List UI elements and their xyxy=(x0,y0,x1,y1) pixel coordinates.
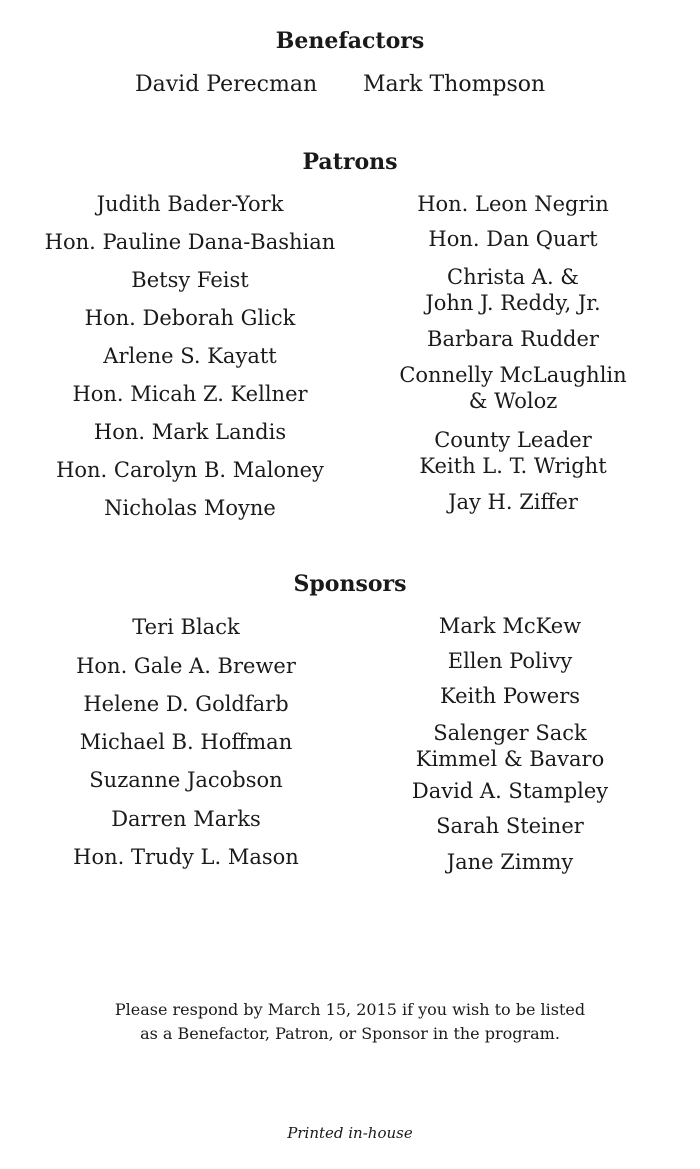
response-note-line: Please respond by March 15, 2015 if you wish to be listed xyxy=(114,1000,586,1019)
patron-name: Judith Bader-York xyxy=(96,192,284,216)
patron-name: Connelly McLaughlin & Woloz xyxy=(399,363,627,413)
patron-name: Hon. Deborah Glick xyxy=(84,306,296,330)
patrons-heading: Patrons xyxy=(302,149,398,175)
sponsors-right-column xyxy=(380,614,640,884)
patron-name: Hon. Dan Quart xyxy=(428,227,598,251)
sponsor-name: Mark McKew xyxy=(438,614,582,638)
patron-name: Hon. Mark Landis xyxy=(93,420,287,444)
sponsor-name: David A. Stampley xyxy=(411,779,609,803)
sponsor-name: Keith Powers xyxy=(439,684,581,708)
patron-name: Nicholas Moyne xyxy=(104,496,276,520)
sponsor-name: Ellen Polivy xyxy=(447,649,573,673)
sponsors-heading: Sponsors xyxy=(293,571,407,597)
patron-name: Hon. Leon Negrin xyxy=(417,192,609,216)
sponsor-name: Teri Black xyxy=(132,615,240,639)
sponsor-name: Salenger Sack Kimmel & Bavaro xyxy=(415,721,605,771)
patrons-right-column xyxy=(383,192,643,532)
sponsor-name: Darren Marks xyxy=(111,807,261,831)
sponsors-left-column xyxy=(16,615,356,885)
patrons-left-column xyxy=(20,192,360,532)
sponsor-name: Hon. Gale A. Brewer xyxy=(76,654,296,678)
sponsor-name: Suzanne Jacobson xyxy=(89,768,283,792)
patron-name: Christa A. & John J. Reddy, Jr. xyxy=(425,265,601,315)
patron-name: Arlene S. Kayatt xyxy=(103,344,277,368)
patron-name: Jay H. Ziffer xyxy=(448,490,578,514)
response-note-line: as a Benefactor, Patron, or Sponsor in the program. xyxy=(140,1024,560,1043)
sponsor-name: Michael B. Hoffman xyxy=(79,730,293,754)
sponsor-name: Hon. Trudy L. Mason xyxy=(73,845,299,869)
benefactor-name: Mark Thompson xyxy=(363,72,546,97)
patron-name: Hon. Micah Z. Kellner xyxy=(72,382,308,406)
patron-name: Hon. Carolyn B. Maloney xyxy=(56,458,324,482)
benefactor-name: David Perecman xyxy=(135,72,318,97)
sponsor-name: Jane Zimmy xyxy=(446,850,574,874)
patron-name: County Leader Keith L. T. Wright xyxy=(419,428,607,478)
printed-in-house-note: Printed in-house xyxy=(287,1124,413,1142)
response-note xyxy=(0,998,700,1046)
patron-name: Barbara Rudder xyxy=(427,327,599,351)
patron-name: Hon. Pauline Dana-Bashian xyxy=(44,230,336,254)
patron-name: Betsy Feist xyxy=(131,268,249,292)
sponsor-name: Helene D. Goldfarb xyxy=(83,692,289,716)
sponsor-name: Sarah Steiner xyxy=(436,814,584,838)
benefactors-heading: Benefactors xyxy=(275,28,425,54)
